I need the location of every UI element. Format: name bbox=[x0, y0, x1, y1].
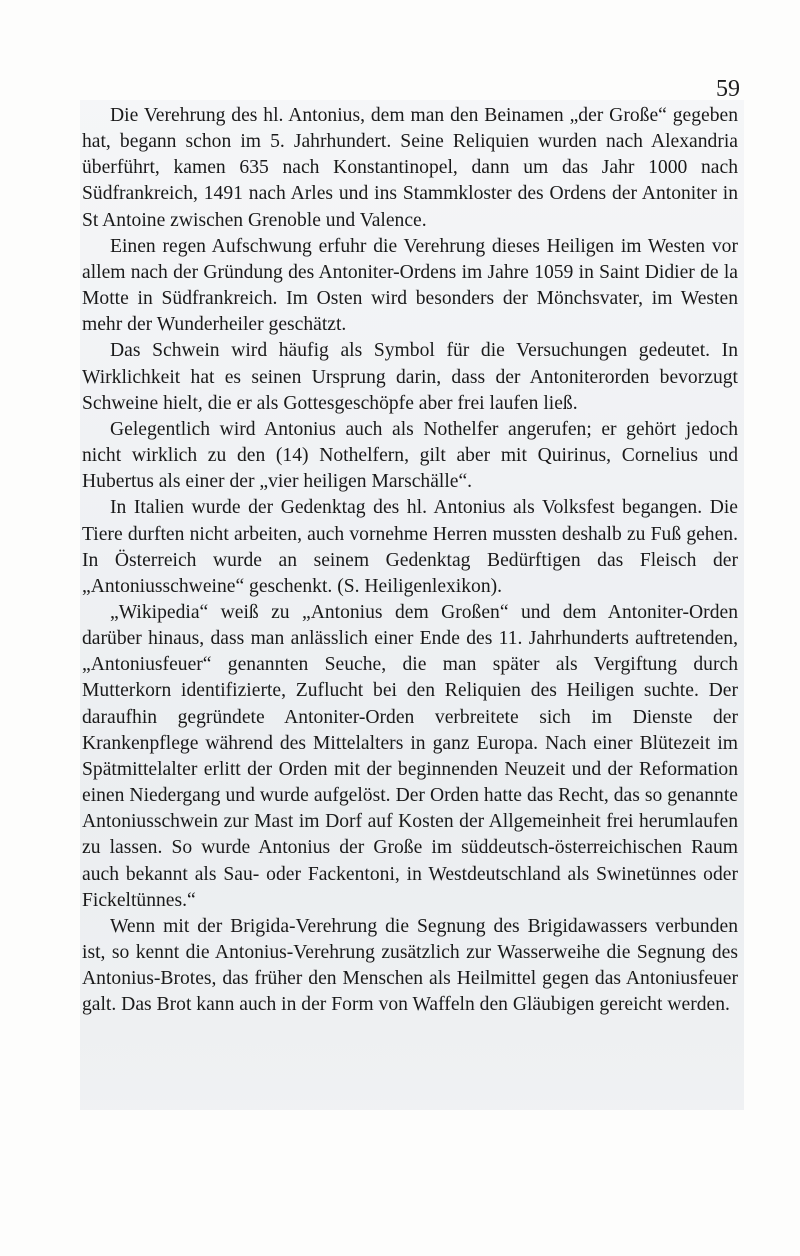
paragraph: Einen regen Aufschwung erfuhr die Verehrung dieses Heiligen im Westen vor allem nach der Gründung des Antoniter-Ordens im Jahre 1059 in Saint Didier de la Motte in Südfrankreich. Im Osten wird besonders der Mönchsvater, im Westen mehr der Wunderheiler geschätzt. bbox=[82, 235, 738, 336]
body-text bbox=[82, 103, 738, 1018]
paragraph: Wenn mit der Brigida-Verehrung die Segnung des Brigidawassers verbunden ist, so kennt die Antonius-Verehrung zusätzlich zur Wasserweihe die Segnung des Antonius-Brotes, das früher den Menschen als Heilmittel gegen das Antoniusfeuer galt. Das Brot kann auch in der Form von Waffeln den Gläubigen gereicht werden. bbox=[82, 915, 738, 1016]
page-number: 59 bbox=[716, 76, 740, 102]
paragraph: „Wikipedia“ weiß zu „Antonius dem Großen“ und dem Antoniter-Orden darüber hinaus, dass man anlässlich einer Ende des 11. Jahrhunderts auftretenden, „Antoniusfeuer“ genannten Seuche, die man später als Vergiftung durch Mutterkorn identifizierte, Zuflucht bei den Reliquien des Heiligen suchte. Der daraufhin gegründete Antoniter-Orden verbreitete sich im Dienste der Krankenpflege während des Mittelalters in ganz Europa. Nach einer Blütezeit im Spätmittelalter erlitt der Orden mit der beginnenden Neuzeit und der Reformation einen Niedergang und wurde aufgelöst. Der Orden hatte das Recht, das so genannte Antoniusschwein zur Mast im Dorf auf Kosten der Allgemeinheit frei herumlaufen zu lassen. So wurde Antonius der Große im süddeutsch-österreichischen Raum auch bekannt als Sau- oder Fackentoni, in Westdeutschland als Swinetünnes oder Fickeltünnes.“ bbox=[82, 601, 738, 911]
paragraph: Das Schwein wird häufig als Symbol für die Versuchungen gedeutet. In Wirklichkeit hat es seinen Ursprung darin, dass der Antoniterorden bevorzugt Schweine hielt, die er als Gottesgeschöpfe aber frei laufen ließ. bbox=[82, 340, 738, 414]
paragraph: Die Verehrung des hl. Antonius, dem man den Beinamen „der Große“ gegeben hat, begann schon im 5. Jahrhundert. Seine Reliquien wurden nach Alexandria überführt, kamen 635 nach Konstantinopel, dann um das Jahr 1000 nach Südfrankreich, 1491 nach Arles und ins Stammkloster des Ordens der Antoniter in St Antoine zwischen Grenoble und Valence. bbox=[82, 105, 738, 231]
paragraph: Gelegentlich wird Antonius auch als Nothelfer angerufen; er gehört jedoch nicht wirklich zu den (14) Nothelfern, gilt aber mit Quirinus, Cornelius und Hubertus als einer der „vier heiligen Marschälle“. bbox=[82, 418, 738, 493]
paragraph: In Italien wurde der Gedenktag des hl. Antonius als Volksfest begangen. Die Tiere durften nicht arbeiten, auch vornehme Herren mussten deshalb zu Fuß gehen. In Österreich wurde an seinem Gedenktag Bedürftigen das Fleisch der „Antoniusschweine“ geschenkt. (S. Heiligenlexikon). bbox=[82, 497, 738, 597]
